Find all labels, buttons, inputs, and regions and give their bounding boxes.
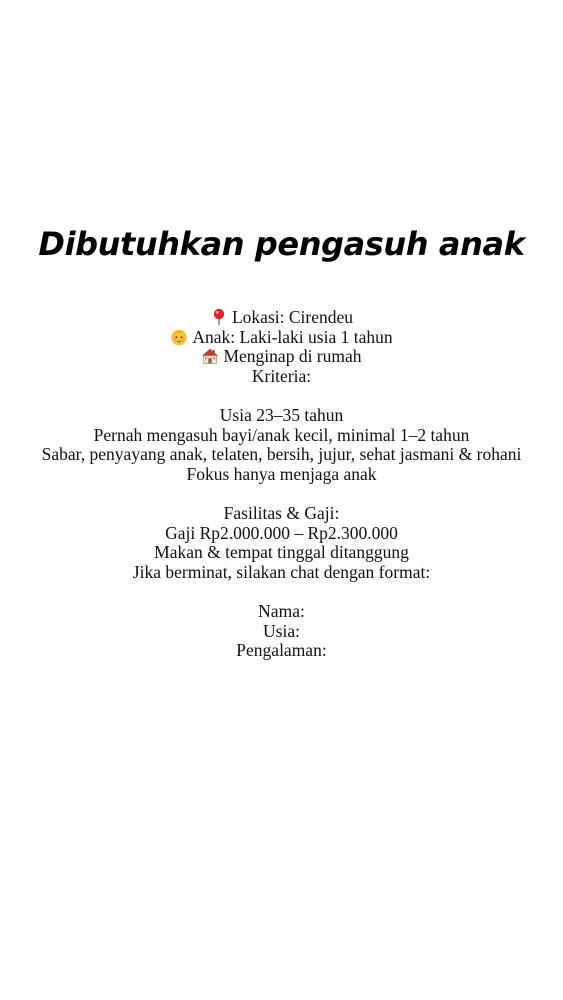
call-to-action: Jika berminat, silakan chat dengan format:	[132, 561, 431, 582]
criteria-age: Usia 23–35 tahun	[219, 404, 344, 425]
criteria-traits: Sabar, penyayang anak, telaten, bersih, jujur, sehat jasmani & rohani	[41, 444, 522, 465]
format-experience: Pengalaman:	[236, 640, 327, 661]
spacer	[30, 386, 533, 406]
facilities-heading: Fasilitas & Gaji:	[223, 502, 340, 523]
baby-face-icon	[170, 328, 188, 346]
board-text: Makan & tempat tinggal ditanggung	[154, 542, 409, 563]
spacer	[30, 484, 533, 504]
criteria-heading: Kriteria:	[251, 365, 312, 386]
location-line	[30, 308, 533, 328]
salary-text: Gaji Rp2.000.000 – Rp2.300.000	[165, 522, 398, 543]
round-pushpin-icon	[210, 308, 228, 326]
stay-text: Menginap di rumah	[223, 346, 362, 367]
criteria-experience: Pernah mengasuh bayi/anak kecil, minimal 1–2 tahun	[93, 424, 470, 445]
child-text: Anak: Laki-laki usia 1 tahun	[192, 326, 393, 347]
child-line	[30, 328, 533, 348]
location-text: Lokasi: Cirendeu	[231, 307, 353, 327]
stay-line	[30, 347, 533, 367]
post-body	[30, 308, 533, 661]
format-name: Nama:	[258, 600, 305, 621]
criteria-focus: Fokus hanya menjaga anak	[186, 463, 377, 484]
format-age: Usia:	[263, 620, 300, 641]
post-title: Dibutuhkan pengasuh anak	[38, 225, 525, 263]
spacer	[30, 582, 533, 602]
house-icon	[201, 347, 219, 365]
